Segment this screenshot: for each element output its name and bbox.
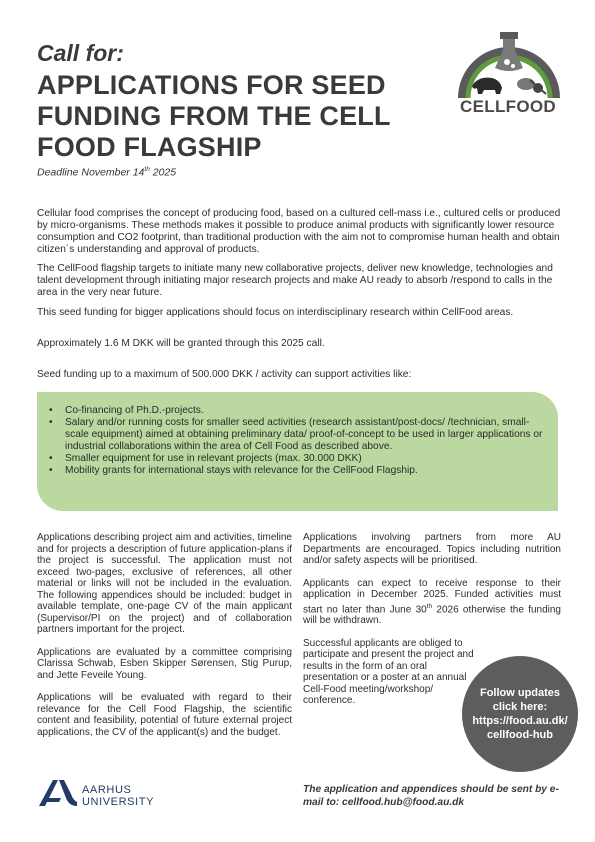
application-requirements: Applications describing project aim and activities, timeline and for projects a description of future application-plans if the project is successful. The application must not exceed two-pages, exclusive of references, all other material or links will not be included in the evaluation. The following appendices should be included: budget in available template, one-page CV of the main applicant (Supervisor/PI on the project) and of collaboration partners important for the project. [37,532,292,635]
intro-paragraph: Approximately 1.6 M DKK will be granted through this 2025 call. [37,338,325,349]
activity-item: • Mobility grants for international stays with relevance for the CellFood Flagship. [65,465,548,477]
response-sup: th [426,602,433,610]
cellfood-logo-text: CELLFOOD [460,97,556,116]
partners-info: Applications involving partners from more AU Departments are encouraged. Topics including nutrition and/or safety aspects will be prioritised. [303,532,561,566]
bubble-line: click here: [492,701,548,713]
follow-updates-link[interactable] [462,656,578,772]
response-info [303,578,561,627]
call-for-heading: Call for: [37,40,124,66]
intro-paragraph: This seed funding for bigger applications should focus on interdisciplinary research within CellFood areas. [37,307,514,318]
aarhus-university-logo-icon [37,776,79,808]
university-name-line: UNIVERSITY [82,796,155,808]
hub-url: https://food.au.dk/ [472,715,568,727]
response-text-b: 2026 otherwise the funding will be withdrawn. [303,603,561,627]
response-text-a: Applicants can expect to receive response to their application in December 2025. Funded activities must start no later than June 30 [303,577,561,615]
hub-url: cellfood-hub [487,729,553,741]
intro-paragraph: The CellFood flagship targets to initiate many new collaborative projects, deliver new knowledge, technologies and talent development through initiating major research projects and make AU ready to absorb /respond to calls in the area in the very near future. [37,263,553,298]
submission-note: The application and appendices should be sent by e-mail to: cellfood.hub@food.au.dk [303,784,559,808]
deadline-suffix: 2025 [149,166,177,179]
activity-item: • Smaller equipment for use in relevant projects (max. 30.000 DKK) [65,453,548,465]
bubble-line: Follow updates [479,687,561,699]
intro-paragraph: Cellular food comprises the concept of producing food, based on a cultured cell-mass i.e., cultured cells or produced by micro-organisms. These methods makes it possible to produce animal products with significantly lower resource consumption and CO2 footprint, than traditional production with the aim not to compromise human health and obtain citizen´s understanding and approval of products. [37,208,561,255]
university-name [82,784,154,808]
university-name-line: AARHUS [82,784,132,796]
activity-item: • Co-financing of Ph.D.-projects. [65,405,548,417]
activities-box [37,392,558,511]
activity-item: • Salary and/or running costs for smaller seed activities (research assistant/post-docs/ /technician, small-scale equipment) aimed at obtaining preliminary data/ proof-of-concept to be used in larger applications or industrial collaborations within the area of Cell Food as described above. [65,417,548,453]
support-lead: Seed funding up to a maximum of 500.000 DKK / activity can support activities like: [37,369,412,380]
deadline-prefix: Deadline November 14 [37,166,145,179]
left-column [37,532,292,749]
deadline-sup: th [144,166,150,173]
deadline [37,166,176,179]
evaluation-criteria: Applications will be evaluated with regard to their relevance for the Cell Food Flagship, the scientific content and feasibility, potential of future external project applications, the CV of the applicant(s) and the budget. [37,692,292,738]
activities-list [37,392,558,477]
page-title: APPLICATIONS FOR SEED FUNDING FROM THE CELL FOOD FLAGSHIP [37,70,391,162]
presentation-obligation: Successful applicants are obliged to participate and present the project and results in the form of an oral presentation or a poster at an annual Cell-Food meeting/workshop/ conference. [303,637,474,707]
committee-info: Applications are evaluated by a committee comprising Clarissa Schwab, Esben Skipper Sørensen, Stig Purup, and Jette Feveile Young. [37,646,292,681]
